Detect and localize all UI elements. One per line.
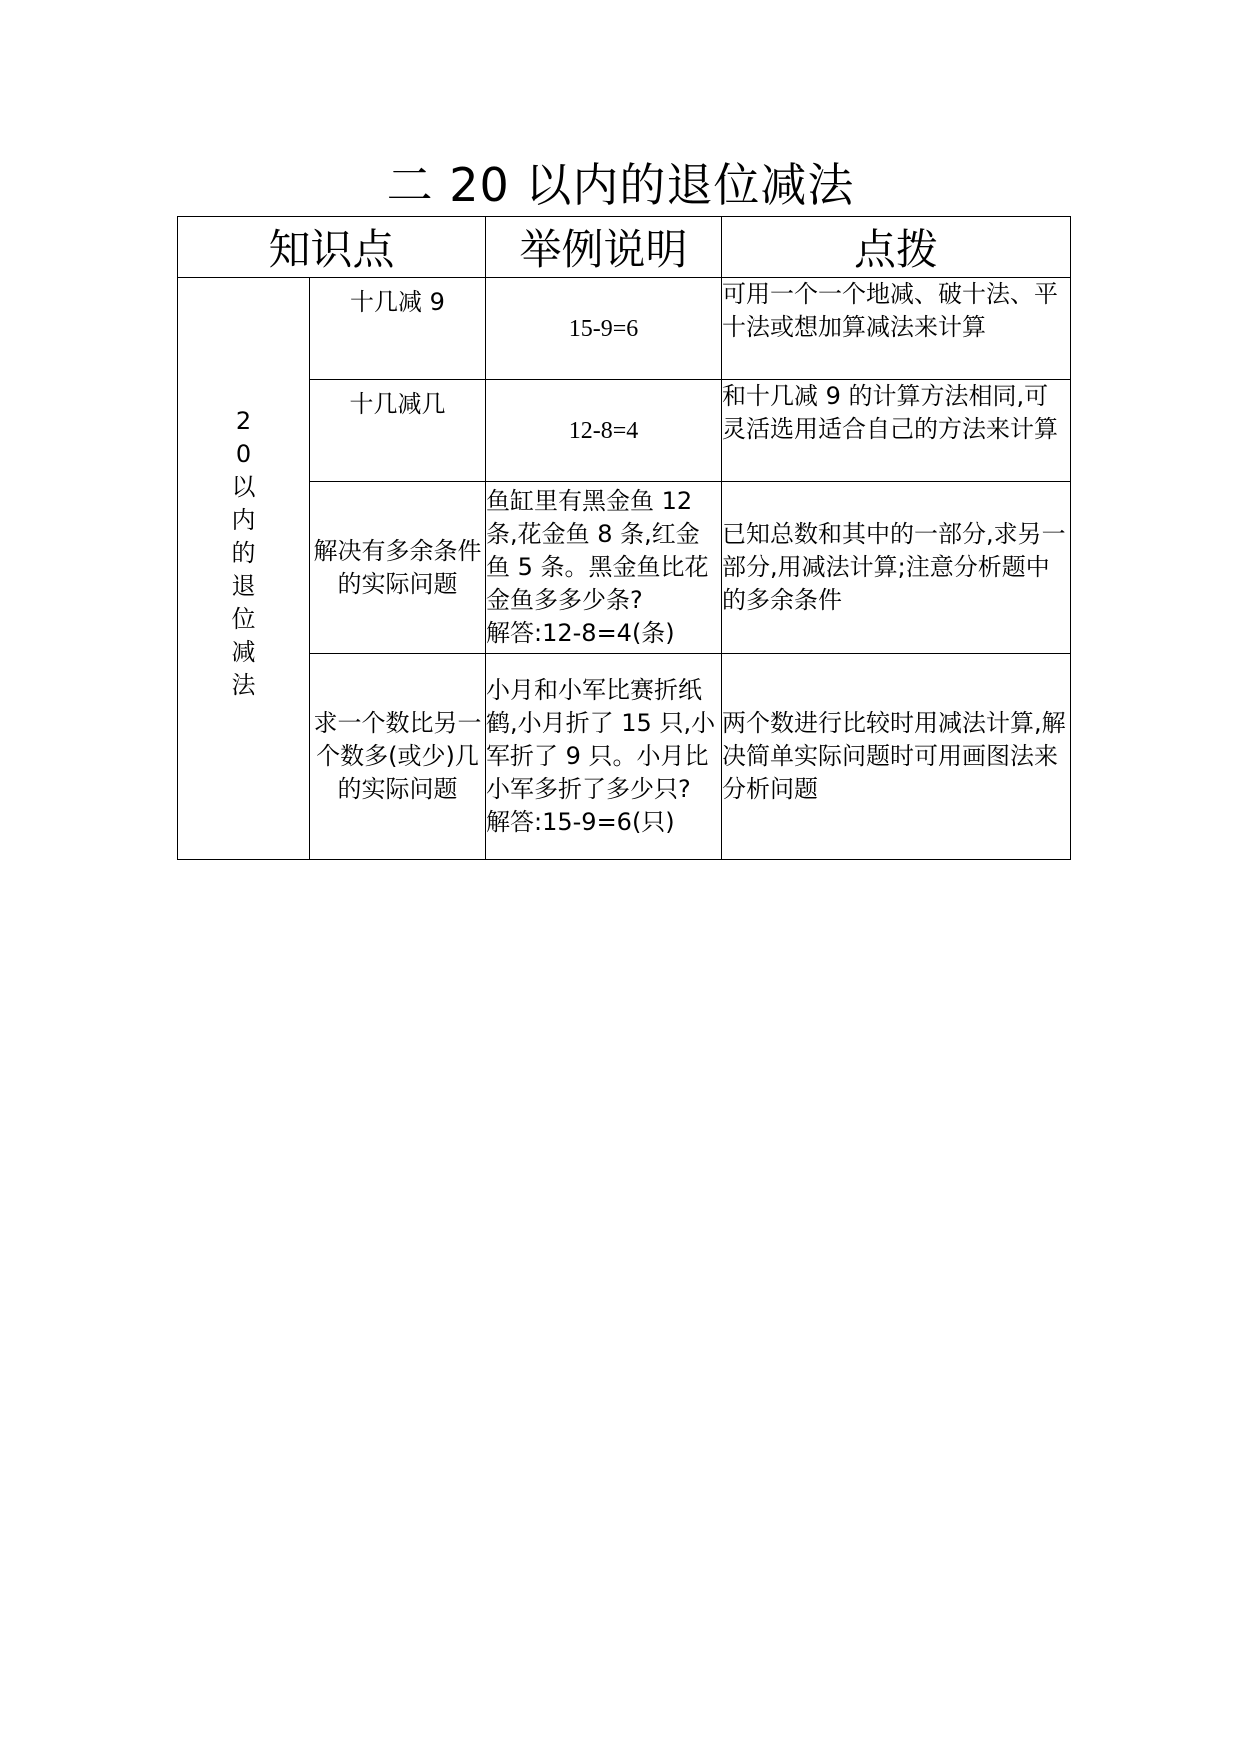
- category-label: 20 以内的退位减法: [231, 407, 256, 699]
- tip-cell: 已知总数和其中的一部分,求另一部分,用减法计算;注意分析题中的多余条件: [722, 482, 1071, 654]
- example-text: 鱼缸里有黑金鱼 12 条,花金鱼 8 条,红金鱼 5 条。黑金鱼比花金鱼多多少条?: [486, 487, 709, 614]
- topic-cell: 解决有多余条件的实际问题: [310, 482, 486, 654]
- table-row: [178, 380, 1071, 482]
- table-row: [178, 482, 1071, 654]
- example-cell: [486, 482, 722, 654]
- knowledge-table: [177, 216, 1071, 860]
- tip-cell: 两个数进行比较时用减法计算,解决简单实际问题时可用画图法来分析问题: [722, 654, 1071, 860]
- example-cell: [486, 278, 722, 380]
- page-title: 二 20 以内的退位减法: [386, 158, 855, 212]
- header-knowledge: 知识点: [178, 217, 486, 278]
- example-text: 15-9=6: [568, 315, 639, 342]
- tip-cell: 和十几减 9 的计算方法相同,可灵活选用适合自己的方法来计算: [722, 380, 1071, 482]
- topic-cell: 十几减几: [310, 380, 486, 482]
- answer-text: 解答:12-8=4(条): [486, 619, 675, 647]
- topic-cell: 求一个数比另一个数多(或少)几的实际问题: [310, 654, 486, 860]
- answer-text: 解答:15-9=6(只): [486, 808, 675, 836]
- topic-cell: 十几减 9: [310, 278, 486, 380]
- example-text: 12-8=4: [568, 417, 639, 444]
- table-header-row: [178, 217, 1071, 278]
- example-cell: [486, 654, 722, 860]
- header-tip: 点拨: [722, 217, 1071, 278]
- table-row: [178, 278, 1071, 380]
- category-cell: [178, 278, 310, 860]
- tip-cell: 可用一个一个地减、破十法、平十法或想加算减法来计算: [722, 278, 1071, 380]
- example-text: 小月和小军比赛折纸鹤,小月折了 15 只,小军折了 9 只。小月比小军多折了多少只?: [486, 676, 716, 803]
- header-example: 举例说明: [486, 217, 722, 278]
- example-cell: [486, 380, 722, 482]
- table-row: [178, 654, 1071, 860]
